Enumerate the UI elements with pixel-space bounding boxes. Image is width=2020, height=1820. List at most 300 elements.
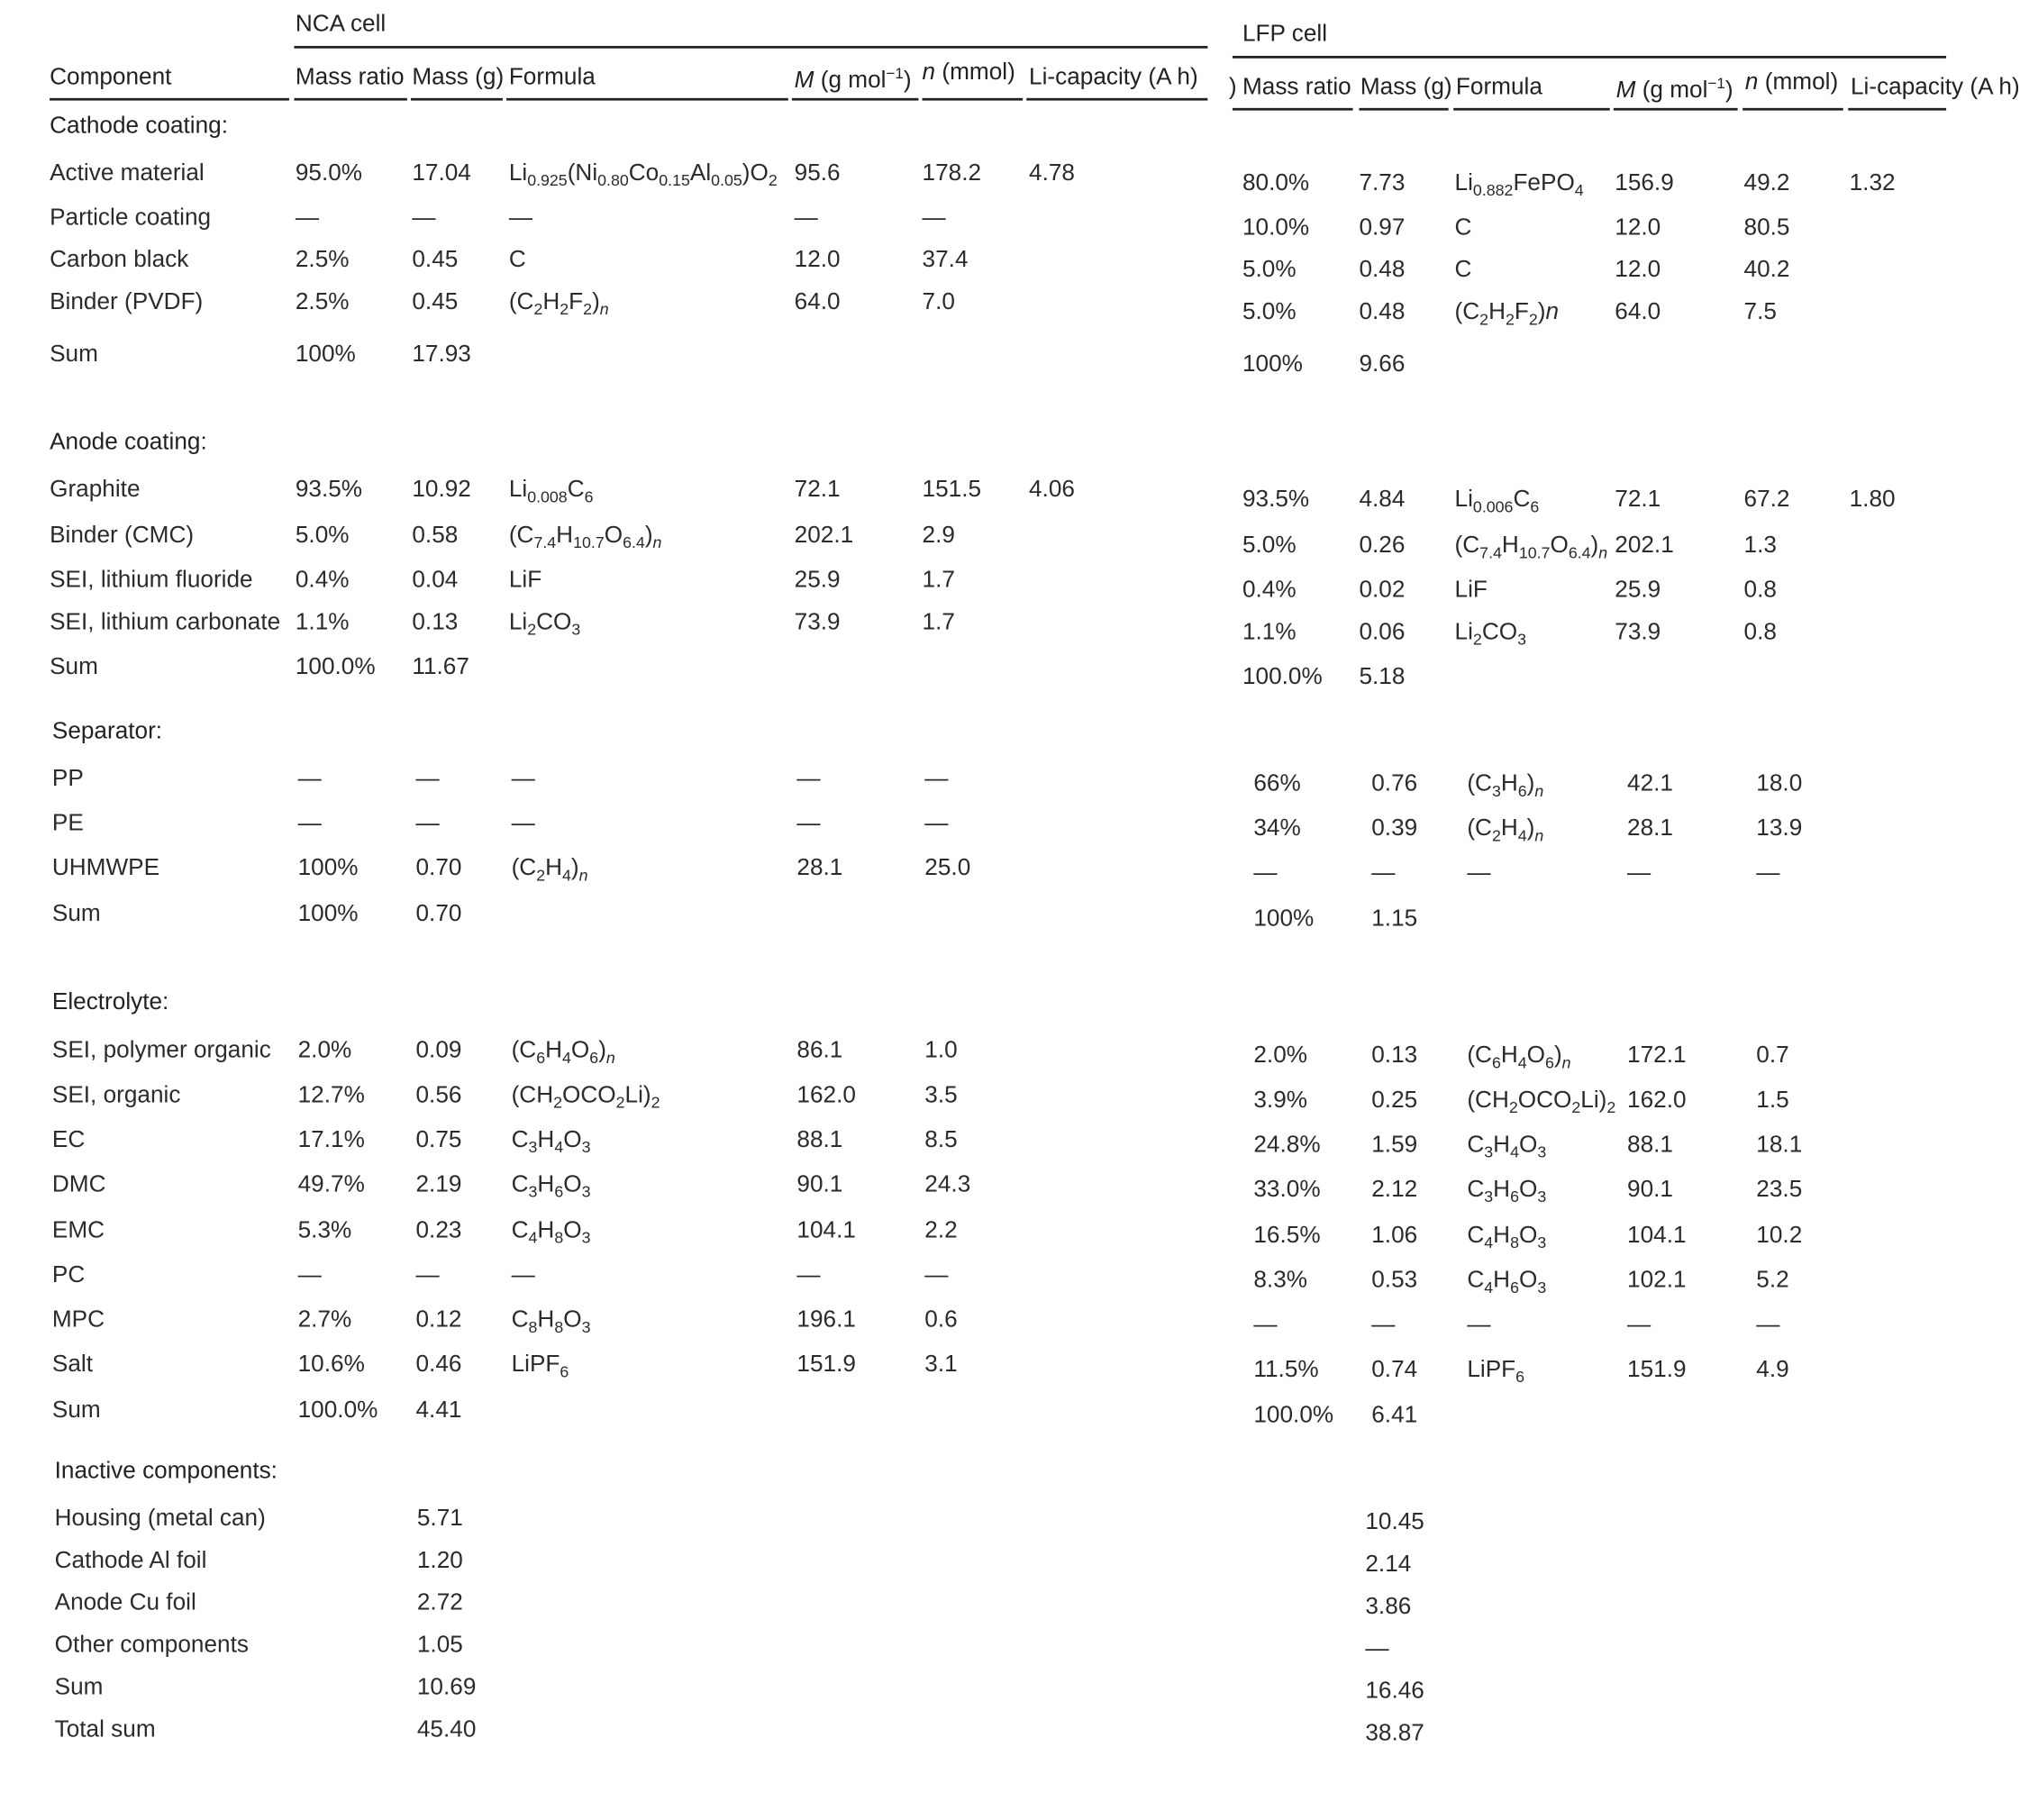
- nca-mass: 0.56: [415, 1082, 462, 1109]
- nca-cell-title: NCA cell: [295, 11, 387, 38]
- formula-subscript-n: n: [1534, 825, 1544, 845]
- formula-text: ): [1526, 770, 1535, 797]
- lfp-mass-ratio: 5.0%: [1242, 299, 1297, 325]
- formula-subscript: 0.006: [1472, 496, 1514, 516]
- nca-mass: 17.93: [412, 341, 471, 368]
- formula-text: C: [1454, 257, 1472, 284]
- formula-subscript: 0.80: [597, 170, 629, 190]
- lfp-mass: 38.87: [1365, 1720, 1424, 1747]
- formula-text: F: [1514, 299, 1529, 325]
- formula-subscript: 2: [651, 1092, 660, 1112]
- lfp-mass: 1.06: [1371, 1222, 1418, 1249]
- formula-subscript: 2: [527, 620, 537, 639]
- formula-subscript: 6: [1545, 1052, 1554, 1072]
- nca-molar-mass: 88.1: [796, 1126, 843, 1153]
- nca-header-mass: Mass (g): [412, 64, 505, 91]
- formula-cell: [512, 1125, 591, 1155]
- nca-amount: 1.7: [922, 567, 955, 594]
- formula-cell: [1467, 1355, 1524, 1385]
- section-title-separator: Separator:: [51, 718, 163, 745]
- formula-cell: [509, 159, 778, 188]
- nca-header-rule: [294, 46, 1207, 49]
- nca-mass-ratio: 100.0%: [297, 1397, 378, 1424]
- lfp-molar-mass: 162.0: [1627, 1087, 1687, 1114]
- lfp-mass-ratio: 100.0%: [1253, 1402, 1334, 1429]
- lfp-mass-ratio: 1.1%: [1242, 619, 1297, 646]
- lfp-header-mass: Mass (g): [1360, 74, 1452, 101]
- formula-subscript: 2: [560, 299, 569, 319]
- nca-molar-mass: 73.9: [794, 609, 841, 636]
- lfp-mass-ratio: 66%: [1253, 770, 1301, 797]
- nca-molar-mass: 202.1: [794, 522, 854, 549]
- nca-mass-ratio: 93.5%: [295, 476, 363, 503]
- formula-text: (C: [511, 1037, 537, 1064]
- formula-subscript: 0.15: [659, 170, 690, 190]
- formula-text: O: [1526, 1042, 1546, 1069]
- formula-cell: [509, 288, 609, 318]
- formula-cell: [1455, 576, 1488, 605]
- header-component: Component: [50, 64, 172, 91]
- formula-text: —: [511, 810, 535, 837]
- formula-text: OCO: [1517, 1087, 1572, 1114]
- formula-subscript: 6: [536, 1048, 546, 1068]
- header-underline: [1453, 108, 1610, 111]
- lfp-mass-ratio: 11.5%: [1253, 1356, 1319, 1383]
- lfp-mass: 2.12: [1371, 1176, 1418, 1203]
- formula-cell: [1467, 1266, 1546, 1296]
- formula-cell: [1455, 168, 1584, 198]
- formula-text: H: [556, 522, 574, 549]
- formula-subscript: 6: [1491, 1052, 1501, 1072]
- formula-text: F: [569, 288, 584, 315]
- nca-mass-ratio: —: [297, 765, 322, 792]
- formula-text: C: [567, 476, 585, 503]
- formula-text: C: [1513, 487, 1531, 513]
- nca-molar-mass: —: [796, 1262, 821, 1288]
- formula-subscript-n: n: [578, 865, 588, 885]
- formula-subscript: 8: [1510, 1233, 1519, 1252]
- formula-subscript: 6: [589, 1048, 599, 1068]
- nca-mass-ratio: 12.7%: [297, 1082, 365, 1109]
- formula-text: O: [1518, 1267, 1538, 1294]
- nca-mass: 0.70: [415, 901, 462, 928]
- formula-subscript: 7.4: [533, 532, 557, 552]
- nca-mass-ratio: 100%: [297, 855, 359, 882]
- formula-text: H: [1493, 1176, 1511, 1203]
- formula-subscript: 6: [1510, 1278, 1519, 1297]
- formula-subscript: 4: [562, 865, 571, 885]
- formula-text: Li: [508, 609, 528, 636]
- formula-subscript: 3: [1484, 1142, 1494, 1161]
- formula-text: O: [1550, 532, 1569, 559]
- lfp-amount: 67.2: [1743, 487, 1790, 513]
- formula-subscript: 3: [1537, 1142, 1547, 1161]
- formula-subscript: 2: [553, 1092, 563, 1112]
- header-underline: [1848, 108, 1946, 111]
- lfp-amount: 13.9: [1756, 815, 1803, 842]
- lfp-amount: 40.2: [1743, 257, 1790, 284]
- nca-mass: 0.75: [415, 1126, 462, 1153]
- formula-text: Li: [1454, 619, 1473, 646]
- lfp-mass: 16.46: [1365, 1678, 1424, 1705]
- nca-li-capacity: 4.06: [1029, 476, 1075, 503]
- lfp-mass-ratio: 34%: [1253, 815, 1301, 842]
- formula-text: O: [570, 1037, 590, 1064]
- formula-subscript: 2: [533, 299, 543, 319]
- nca-component-name: Housing (metal can): [54, 1506, 266, 1532]
- amount-symbol: n: [922, 59, 936, 86]
- lfp-mass: 9.66: [1359, 350, 1406, 378]
- lfp-header-capacity: Li-capacity (A h): [1851, 74, 2020, 101]
- lfp-header-molar-mass: [1616, 68, 1733, 106]
- formula-subscript: 3: [1537, 1278, 1547, 1297]
- lfp-amount: 0.7: [1756, 1042, 1789, 1069]
- formula-subscript: 2: [1528, 309, 1538, 329]
- formula-text: H: [542, 288, 560, 315]
- lfp-molar-mass: 172.1: [1627, 1042, 1687, 1069]
- formula-subscript-n: n: [1534, 781, 1544, 800]
- nca-mass: 2.72: [416, 1589, 463, 1616]
- lfp-mass-ratio: —: [1253, 1312, 1278, 1339]
- lfp-amount: 5.2: [1756, 1267, 1789, 1294]
- formula-text: H: [1500, 815, 1518, 842]
- formula-subscript: 4: [562, 1048, 571, 1068]
- formula-text: C: [1454, 214, 1472, 241]
- formula-text: CO: [1481, 619, 1518, 646]
- formula-subscript: 4: [1574, 180, 1584, 200]
- formula-subscript: 4: [554, 1137, 564, 1157]
- nca-component-name: MPC: [51, 1306, 105, 1333]
- nca-component-name: Binder (PVDF): [50, 288, 204, 315]
- formula-text: O: [563, 1217, 582, 1244]
- header-underline: [506, 98, 788, 101]
- lfp-molar-mass: 42.1: [1627, 770, 1673, 797]
- lfp-mass: 0.13: [1371, 1042, 1418, 1069]
- formula-subscript: 7.4: [1479, 542, 1502, 562]
- formula-text: C: [511, 1126, 529, 1153]
- nca-mass: —: [415, 765, 440, 792]
- lfp-mass: 7.73: [1359, 169, 1406, 196]
- formula-subscript: 4: [528, 1228, 538, 1247]
- lfp-mass: 4.84: [1359, 487, 1406, 513]
- nca-mass: 0.45: [412, 288, 459, 315]
- formula-text: (C: [508, 288, 534, 315]
- lfp-mass: 6.41: [1371, 1402, 1418, 1429]
- formula-text: H: [537, 1171, 555, 1198]
- nca-mass: 0.46: [415, 1351, 462, 1379]
- nca-mass-ratio: 49.7%: [297, 1171, 365, 1198]
- header-underline: [411, 98, 503, 101]
- formula-text: H: [1500, 1042, 1518, 1069]
- formula-text: FePO: [1513, 169, 1575, 196]
- formula-text: ): [1537, 299, 1546, 325]
- formula-cell: [1467, 769, 1543, 799]
- nca-mass: 0.12: [415, 1306, 462, 1333]
- header-underline: [1359, 108, 1448, 111]
- formula-text: O: [1518, 1222, 1538, 1249]
- formula-cell: [512, 1081, 660, 1111]
- formula-subscript: 6: [1530, 496, 1540, 516]
- nca-mass: 5.71: [416, 1506, 463, 1532]
- formula-subscript: 6.4: [623, 532, 645, 552]
- formula-subscript: 10.7: [573, 532, 605, 552]
- lfp-amount: 23.5: [1756, 1176, 1803, 1203]
- lfp-amount: 49.2: [1743, 169, 1790, 196]
- formula-subscript: 2: [583, 299, 593, 319]
- nca-amount: —: [924, 1262, 949, 1288]
- formula-text: H: [537, 1126, 555, 1153]
- nca-component-name: Sum: [51, 1397, 101, 1424]
- nca-mass: 1.05: [416, 1632, 463, 1659]
- nca-mass-ratio: 2.5%: [295, 247, 350, 274]
- nca-component-name: PC: [51, 1262, 86, 1288]
- lfp-molar-mass: —: [1627, 860, 1651, 887]
- lfp-molar-mass: 151.9: [1627, 1356, 1687, 1383]
- formula-subscript: 6: [1517, 781, 1527, 800]
- header-underline: [1233, 108, 1353, 111]
- lfp-molar-mass: 102.1: [1627, 1267, 1687, 1294]
- nca-mass-ratio: 1.1%: [295, 609, 350, 636]
- formula-subscript: 0.05: [711, 170, 742, 190]
- formula-cell: [512, 1036, 615, 1066]
- formula-subscript: 8: [554, 1228, 564, 1247]
- formula-subscript: 2: [1508, 1097, 1518, 1117]
- nca-mass: 4.41: [415, 1397, 462, 1424]
- formula-subscript: 2: [536, 865, 546, 885]
- formula-cell: [512, 854, 588, 884]
- lfp-amount: 18.1: [1756, 1132, 1803, 1159]
- formula-subscript: 2: [1472, 630, 1482, 649]
- formula-italic-n: n: [1545, 299, 1560, 325]
- nca-amount: —: [922, 205, 946, 232]
- lfp-mass-ratio: 80.0%: [1242, 169, 1310, 196]
- nca-li-capacity: 4.78: [1029, 159, 1075, 187]
- formula-text: Li): [1580, 1087, 1607, 1114]
- lfp-amount: 0.8: [1743, 619, 1777, 646]
- nca-mass-ratio: 5.3%: [297, 1217, 352, 1244]
- lfp-mass: 1.15: [1371, 905, 1418, 933]
- formula-cell: [512, 1261, 535, 1291]
- nca-mass: 0.13: [412, 609, 459, 636]
- lfp-mass-ratio: 3.9%: [1253, 1087, 1308, 1114]
- formula-text: LiF: [508, 567, 542, 594]
- molar-mass-symbol: M: [1615, 77, 1636, 104]
- lfp-mass-ratio: 0.4%: [1242, 577, 1297, 604]
- nca-component-name: PP: [51, 765, 84, 792]
- lfp-mass-ratio: —: [1253, 860, 1278, 887]
- formula-cell: [1455, 298, 1560, 328]
- section-title-electrolyte: Electrolyte:: [51, 988, 169, 1015]
- lfp-amount: —: [1756, 860, 1780, 887]
- lfp-mass: 10.45: [1365, 1509, 1424, 1536]
- formula-subscript: 3: [581, 1137, 591, 1157]
- formula-cell: [509, 522, 662, 551]
- formula-subscript: 3: [581, 1317, 591, 1337]
- formula-cell: [1467, 1176, 1546, 1206]
- formula-text: Li: [508, 476, 528, 503]
- formula-cell: [512, 1306, 591, 1335]
- formula-text: H: [537, 1217, 555, 1244]
- formula-text: Li): [624, 1082, 651, 1109]
- formula-subscript: 2: [1491, 825, 1501, 845]
- nca-mass: 10.69: [416, 1674, 477, 1701]
- nca-component-name: Cathode Al foil: [54, 1547, 207, 1574]
- nca-mass-ratio: —: [295, 205, 320, 232]
- formula-cell: [1467, 859, 1490, 888]
- formula-subscript: 0.882: [1472, 180, 1514, 200]
- nca-amount: 7.0: [922, 288, 955, 315]
- formula-subscript: 2: [1606, 1097, 1616, 1117]
- lfp-molar-mass: —: [1627, 1312, 1651, 1339]
- nca-mass: 10.92: [412, 476, 471, 503]
- lfp-mass: 0.48: [1359, 299, 1406, 325]
- nca-component-name: Salt: [51, 1351, 93, 1379]
- formula-subscript: 6: [1510, 1187, 1519, 1206]
- formula-text: ): [598, 1037, 606, 1064]
- formula-text: H: [545, 855, 563, 882]
- nca-mass-ratio: —: [297, 1262, 322, 1288]
- formula-text: H: [545, 1037, 563, 1064]
- formula-subscript: 2: [1479, 309, 1489, 329]
- formula-text: )O: [742, 159, 769, 187]
- lfp-mass: 0.06: [1359, 619, 1406, 646]
- nca-mass: —: [415, 810, 440, 837]
- lfp-mass: 5.18: [1359, 664, 1406, 690]
- formula-subscript: 3: [1537, 1187, 1547, 1206]
- lfp-mass: 3.86: [1365, 1593, 1412, 1620]
- amount-unit: (mmol): [935, 59, 1015, 86]
- lfp-amount: 0.8: [1743, 577, 1777, 604]
- formula-cell: [509, 566, 541, 596]
- lfp-mass-ratio: 5.0%: [1242, 257, 1297, 284]
- lfp-mass-ratio: 2.0%: [1253, 1042, 1308, 1069]
- formula-text: C: [1467, 1267, 1485, 1294]
- header-underline: [294, 98, 406, 101]
- lfp-molar-mass: 28.1: [1627, 815, 1673, 842]
- formula-text: H: [1501, 532, 1519, 559]
- lfp-li-capacity: 1.80: [1849, 487, 1896, 513]
- lfp-mass-ratio: 100%: [1253, 905, 1315, 933]
- lfp-mass: 0.53: [1371, 1267, 1418, 1294]
- formula-text: Li: [1454, 169, 1473, 196]
- nca-mass: —: [412, 205, 436, 232]
- lfp-mass-ratio: 100%: [1242, 350, 1303, 378]
- formula-text: ): [1526, 815, 1535, 842]
- nca-component-name: Particle coating: [50, 205, 212, 232]
- nca-amount: 0.6: [924, 1306, 958, 1333]
- lfp-mass: 1.59: [1371, 1132, 1418, 1159]
- formula-text: (C: [1454, 299, 1480, 325]
- formula-subscript: 6: [560, 1361, 569, 1381]
- formula-text: C: [508, 247, 526, 274]
- nca-mass-ratio: 95.0%: [295, 159, 363, 187]
- formula-subscript: 2: [1571, 1097, 1581, 1117]
- formula-text: (C: [1467, 1042, 1492, 1069]
- formula-text: H: [1500, 770, 1518, 797]
- nca-component-name: SEI, organic: [51, 1082, 181, 1109]
- nca-header-mass-ratio: Mass ratio: [295, 64, 405, 91]
- formula-text: (C: [1467, 815, 1492, 842]
- formula-subscript: 6.4: [1568, 542, 1591, 562]
- amount-symbol: n: [1744, 69, 1759, 96]
- nca-component-name: PE: [51, 810, 84, 837]
- formula-subscript: 4: [1517, 825, 1527, 845]
- formula-text: ): [644, 522, 653, 549]
- formula-subscript: 6: [584, 487, 594, 506]
- formula-subscript: 3: [581, 1182, 591, 1201]
- formula-subscript: 2: [768, 170, 778, 190]
- nca-molar-mass: 72.1: [794, 476, 841, 503]
- formula-text: Co: [628, 159, 660, 187]
- nca-mass: 0.09: [415, 1037, 462, 1064]
- formula-subscript-n: n: [652, 532, 662, 552]
- nca-molar-mass: 196.1: [796, 1306, 856, 1333]
- nca-mass-ratio: 100%: [297, 901, 359, 928]
- nca-amount: 3.5: [924, 1082, 958, 1109]
- nca-component-name: Sum: [50, 653, 98, 680]
- lfp-mass-ratio: 33.0%: [1253, 1176, 1321, 1203]
- lfp-molar-mass: 72.1: [1615, 487, 1661, 513]
- formula-subscript: 3: [1491, 781, 1501, 800]
- nca-component-name: Binder (CMC): [50, 522, 195, 549]
- nca-molar-mass: —: [796, 765, 821, 792]
- lfp-amount: 4.9: [1756, 1356, 1789, 1383]
- nca-molar-mass: —: [796, 810, 821, 837]
- formula-cell: [509, 476, 594, 505]
- nca-mass-ratio: 0.4%: [295, 567, 350, 594]
- nca-component-name: Active material: [50, 159, 205, 187]
- formula-cell: [1455, 486, 1540, 515]
- header-underline: [923, 98, 1024, 101]
- formula-subscript-n: n: [605, 1048, 615, 1068]
- formula-text: OCO: [562, 1082, 616, 1109]
- lfp-cell-title: LFP cell: [1242, 21, 1328, 48]
- formula-text: ): [1553, 1042, 1562, 1069]
- formula-cell: [512, 1351, 569, 1380]
- formula-text: CO: [536, 609, 572, 636]
- formula-cell: [509, 608, 580, 638]
- lfp-header-fragment: ): [1228, 74, 1237, 101]
- lfp-molar-mass: 156.9: [1615, 169, 1674, 196]
- formula-cell: [1467, 1086, 1615, 1115]
- nca-header-molar-mass: [795, 59, 912, 96]
- lfp-molar-mass: 90.1: [1627, 1176, 1673, 1203]
- formula-subscript: 0.008: [527, 487, 568, 506]
- formula-subscript: 4: [1510, 1142, 1519, 1161]
- formula-text: (C: [1454, 532, 1480, 559]
- nca-amount: 3.1: [924, 1351, 958, 1379]
- lfp-mass: —: [1371, 860, 1396, 887]
- nca-mass: 0.23: [415, 1217, 462, 1244]
- nca-component-name: Sum: [50, 341, 98, 368]
- formula-text: LiPF: [1467, 1356, 1516, 1383]
- header-underline: [1026, 98, 1207, 101]
- formula-subscript: 4: [1517, 1052, 1527, 1072]
- formula-cell: [1455, 618, 1526, 648]
- formula-text: LiPF: [511, 1351, 560, 1379]
- formula-cell: [1455, 532, 1608, 561]
- formula-text: Al: [689, 159, 712, 187]
- nca-molar-mass: 12.0: [794, 247, 841, 274]
- lfp-header-formula: Formula: [1455, 74, 1542, 101]
- lfp-mass: 2.14: [1365, 1552, 1412, 1578]
- molar-mass-exponent: −1: [886, 64, 904, 82]
- formula-cell: [509, 204, 532, 233]
- lfp-amount: 1.5: [1756, 1087, 1789, 1114]
- nca-mass-ratio: 10.6%: [297, 1351, 365, 1379]
- nca-molar-mass: 86.1: [796, 1037, 843, 1064]
- nca-header-amount: [923, 59, 1015, 88]
